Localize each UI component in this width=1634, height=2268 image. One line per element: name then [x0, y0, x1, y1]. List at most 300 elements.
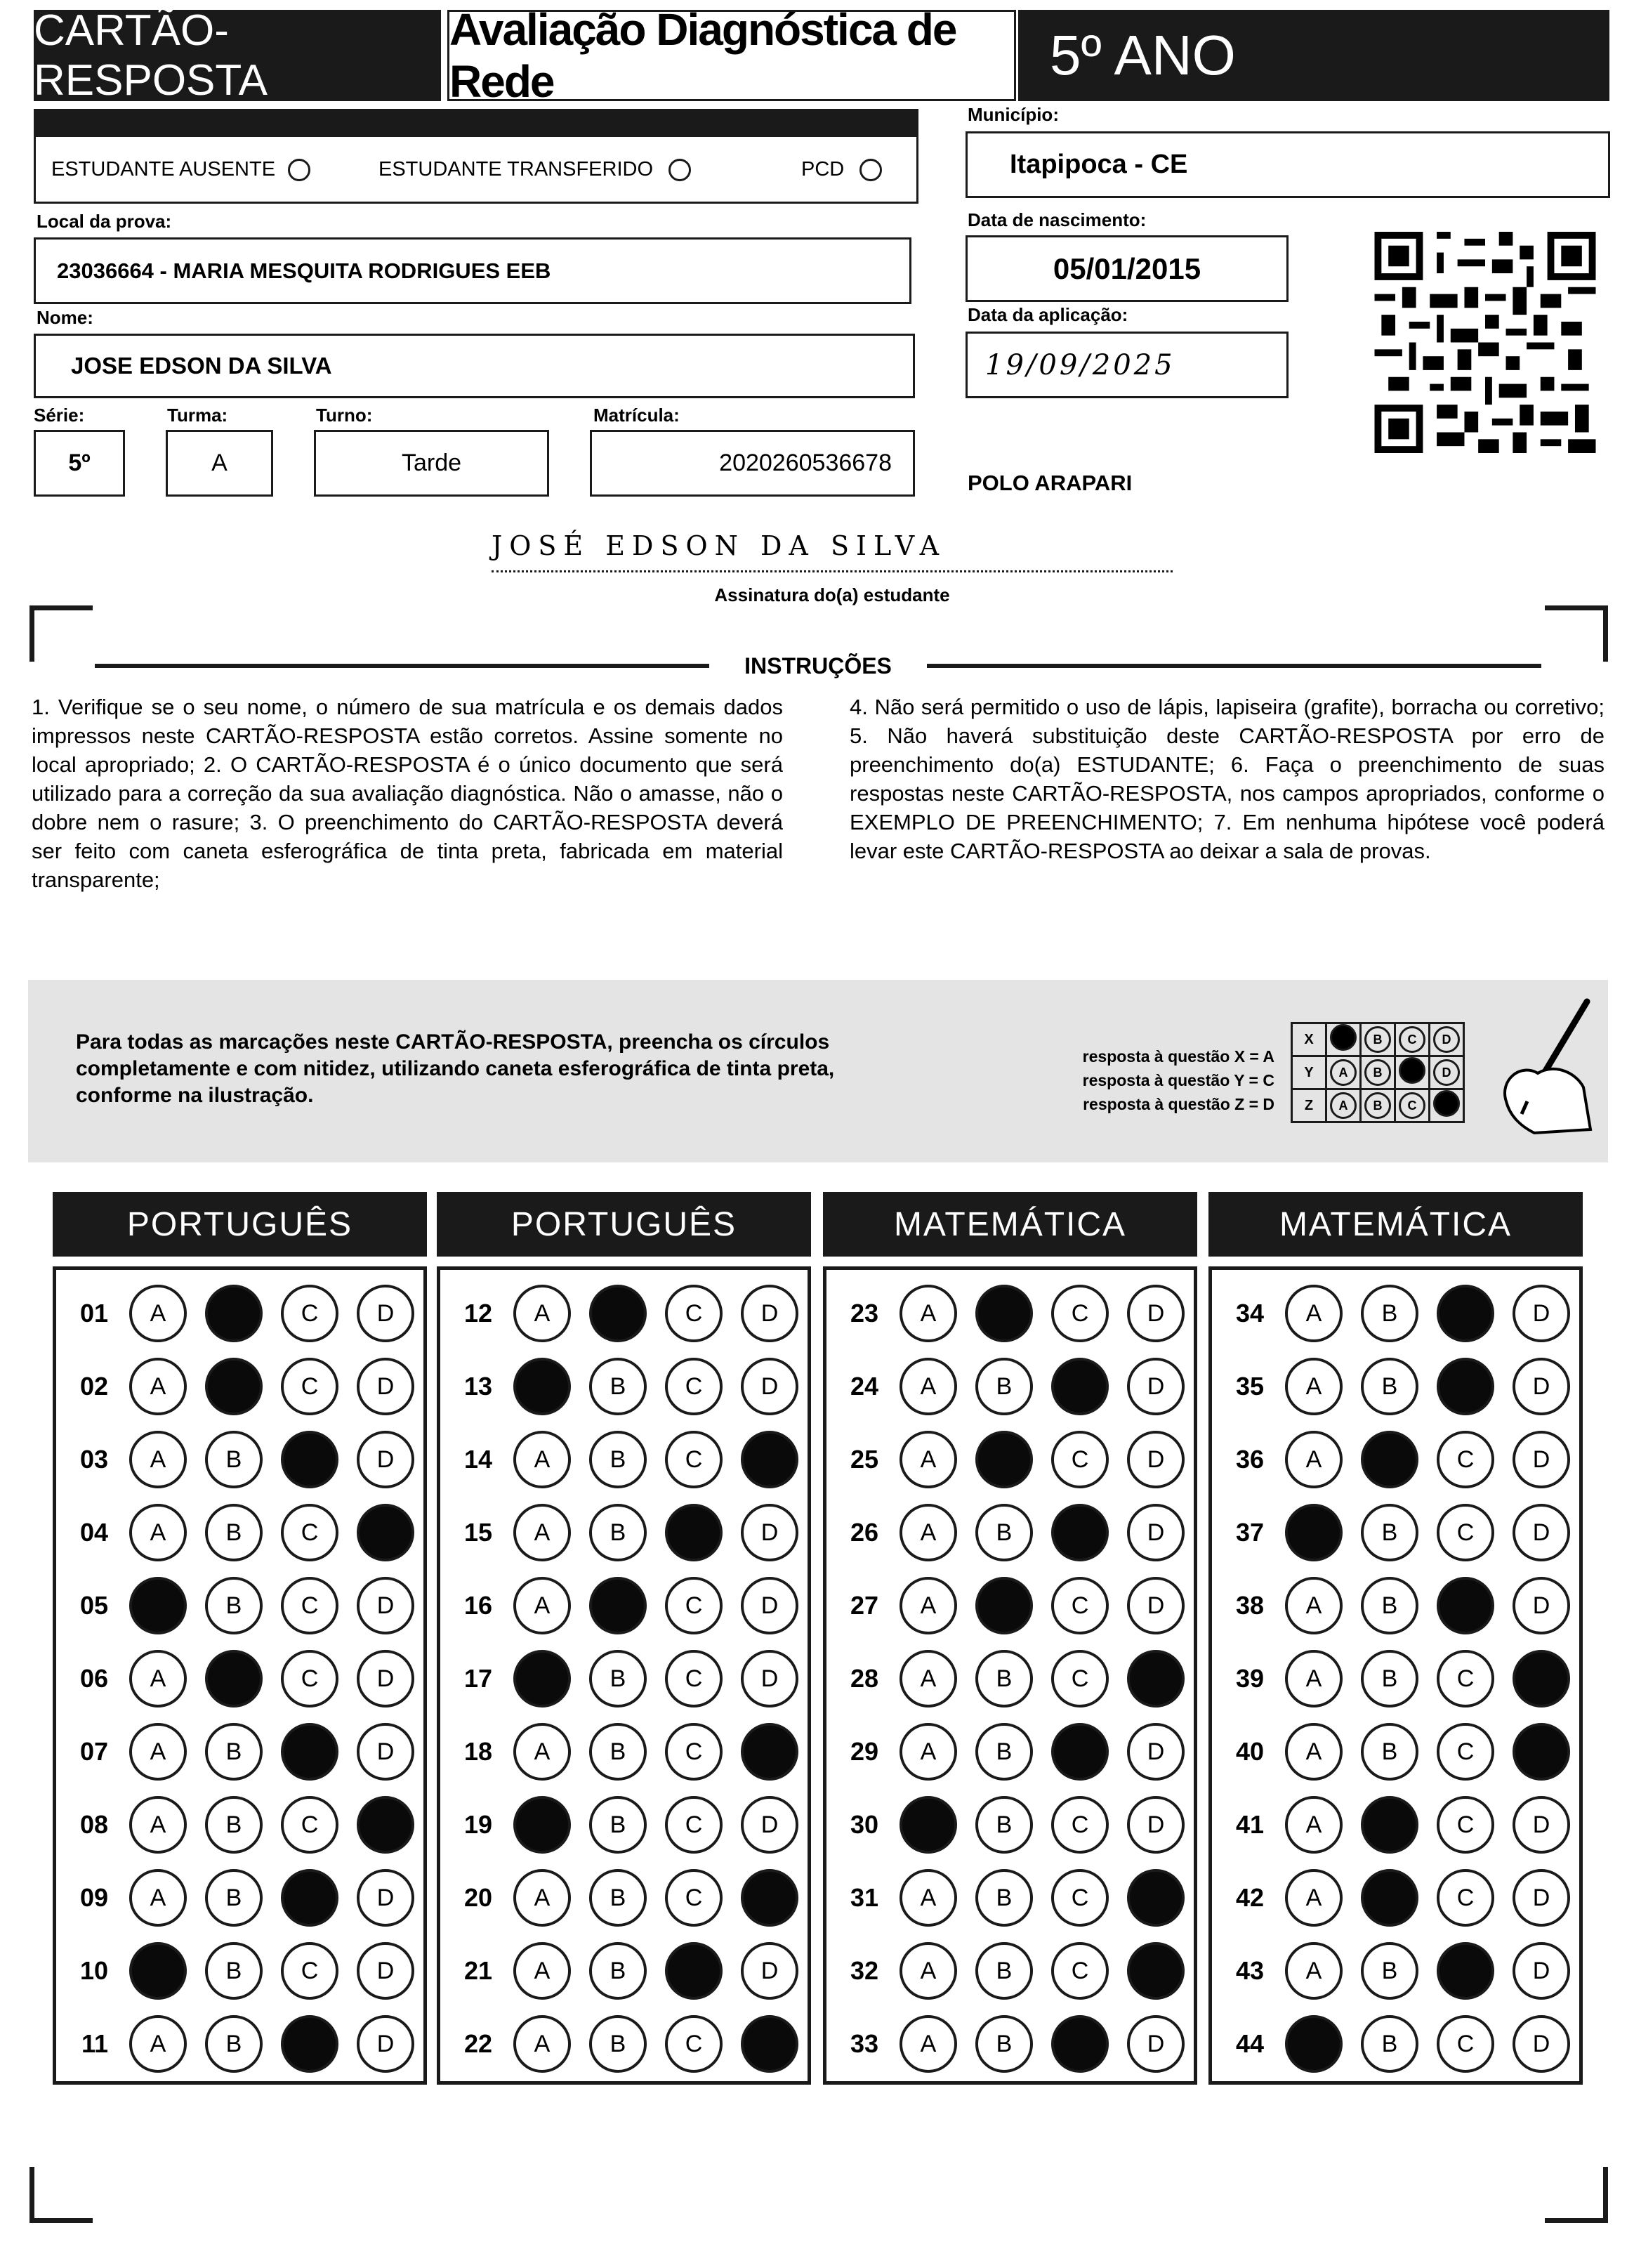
- question-row-44: [1212, 2007, 1579, 2080]
- answer-bubble-03-c[interactable]: C: [281, 1431, 338, 1488]
- answer-bubble-27-a[interactable]: A: [900, 1577, 957, 1634]
- answer-bubble-02-d[interactable]: D: [357, 1358, 414, 1415]
- answer-bubble-35-c[interactable]: C: [1437, 1358, 1494, 1415]
- answer-bubble-34-c[interactable]: C: [1437, 1285, 1494, 1342]
- serie-label: Série:: [34, 405, 85, 426]
- status-pcd-bubble[interactable]: [859, 159, 882, 181]
- answer-bubble-15-d[interactable]: D: [741, 1504, 798, 1561]
- answer-bubble-14-b[interactable]: B: [589, 1431, 647, 1488]
- answer-bubble-18-a[interactable]: A: [513, 1723, 571, 1781]
- answer-bubble-20-a[interactable]: A: [513, 1869, 571, 1927]
- answer-bubble-16-b[interactable]: B: [589, 1577, 647, 1634]
- answer-bubble-25-b[interactable]: B: [975, 1431, 1033, 1488]
- answer-bubble-36-c[interactable]: C: [1437, 1431, 1494, 1488]
- question-number: 42: [1235, 1883, 1264, 1912]
- answer-bubble-44-b[interactable]: B: [1361, 2015, 1418, 2073]
- serie-field: [34, 430, 125, 497]
- answer-bubble-38-c[interactable]: C: [1437, 1577, 1494, 1634]
- answer-bubble-05-b[interactable]: B: [205, 1577, 263, 1634]
- answer-bubble-36-b[interactable]: B: [1361, 1431, 1418, 1488]
- answer-bubble-19-b[interactable]: B: [589, 1796, 647, 1854]
- answer-bubble-12-b[interactable]: B: [589, 1285, 647, 1342]
- answer-bubble-29-a[interactable]: A: [900, 1723, 957, 1781]
- example-q: Y: [1292, 1056, 1326, 1089]
- answer-bubble-08-d[interactable]: D: [357, 1796, 414, 1854]
- answer-grid-2: [437, 1266, 811, 2085]
- question-number: 30: [850, 1810, 878, 1839]
- answer-bubble-35-b[interactable]: B: [1361, 1358, 1418, 1415]
- answer-bubble-08-b[interactable]: B: [205, 1796, 263, 1854]
- question-number: 21: [463, 1956, 492, 1985]
- question-number: 07: [79, 1737, 108, 1766]
- answer-bubble-36-a[interactable]: A: [1285, 1431, 1343, 1488]
- answer-bubble-30-c[interactable]: C: [1051, 1796, 1109, 1854]
- answer-bubble-11-a[interactable]: A: [129, 2015, 187, 2073]
- matricula-field: [590, 430, 915, 497]
- answer-bubble-10-c[interactable]: C: [281, 1942, 338, 2000]
- example-cell: [1326, 1056, 1361, 1089]
- example-cell: [1395, 1056, 1430, 1089]
- answer-bubble-08-a[interactable]: A: [129, 1796, 187, 1854]
- question-row-25: [826, 1423, 1194, 1496]
- question-row-38: [1212, 1569, 1579, 1642]
- answer-bubble-11-c[interactable]: C: [281, 2015, 338, 2073]
- answer-bubble-26-c[interactable]: C: [1051, 1504, 1109, 1561]
- example-bubble: [1399, 1057, 1425, 1084]
- question-number: 18: [463, 1737, 492, 1766]
- answer-bubble-13-d[interactable]: D: [741, 1358, 798, 1415]
- status-header-bar: [34, 109, 918, 137]
- question-row-11: [56, 2007, 423, 2080]
- question-row-20: [440, 1861, 808, 1934]
- example-text: Para todas as marcações neste CARTÃO-RESPOSTA, preencha os círculos completamente e com nitidez, utilizando caneta esferográfica de tinta preta, conforme na ilustração.: [76, 1030, 835, 1107]
- answer-bubble-37-c[interactable]: C: [1437, 1504, 1494, 1561]
- answer-bubble-30-d[interactable]: D: [1127, 1796, 1185, 1854]
- answer-bubble-22-d[interactable]: D: [741, 2015, 798, 2073]
- example-row: [1292, 1056, 1464, 1089]
- question-row-33: [826, 2007, 1194, 2080]
- answer-bubble-32-a[interactable]: A: [900, 1942, 957, 2000]
- nascimento-value: 05/01/2015: [1053, 251, 1201, 285]
- question-number: 33: [850, 2029, 878, 2058]
- answer-bubble-01-d[interactable]: D: [357, 1285, 414, 1342]
- answer-bubble-25-c[interactable]: C: [1051, 1431, 1109, 1488]
- example-bubble: [1330, 1024, 1357, 1051]
- example-cell: [1395, 1089, 1430, 1122]
- status-absent-bubble[interactable]: [288, 159, 310, 181]
- corner-top-left: [29, 605, 93, 662]
- example-table: [1291, 1022, 1465, 1123]
- answer-bubble-04-a[interactable]: A: [129, 1504, 187, 1561]
- subject-header-3: MATEMÁTICA: [823, 1192, 1197, 1257]
- answer-bubble-42-a[interactable]: A: [1285, 1869, 1343, 1927]
- question-number: 10: [79, 1956, 108, 1985]
- answer-bubble-44-d[interactable]: D: [1513, 2015, 1570, 2073]
- answer-bubble-11-d[interactable]: D: [357, 2015, 414, 2073]
- instructions-rule-right: [927, 664, 1541, 668]
- answer-bubble-19-d[interactable]: D: [741, 1796, 798, 1854]
- answer-bubble-12-a[interactable]: A: [513, 1285, 571, 1342]
- answer-bubble-23-a[interactable]: A: [900, 1285, 957, 1342]
- answer-bubble-27-d[interactable]: D: [1127, 1577, 1185, 1634]
- card-title: CARTÃO-RESPOSTA: [34, 10, 441, 101]
- answer-bubble-38-b[interactable]: B: [1361, 1577, 1418, 1634]
- answer-bubble-23-c[interactable]: C: [1051, 1285, 1109, 1342]
- answer-bubble-04-c[interactable]: C: [281, 1504, 338, 1561]
- question-number: 26: [850, 1518, 878, 1547]
- question-row-19: [440, 1788, 808, 1861]
- answer-bubble-09-c[interactable]: C: [281, 1869, 338, 1927]
- answer-bubble-30-a[interactable]: A: [900, 1796, 957, 1854]
- answer-bubble-15-c[interactable]: C: [665, 1504, 723, 1561]
- answer-bubble-21-d[interactable]: D: [741, 1942, 798, 2000]
- question-row-23: [826, 1277, 1194, 1350]
- example-bubble: B: [1364, 1059, 1391, 1086]
- answer-bubble-05-c[interactable]: C: [281, 1577, 338, 1634]
- question-number: 06: [79, 1664, 108, 1693]
- answer-bubble-37-a[interactable]: A: [1285, 1504, 1343, 1561]
- question-number: 19: [463, 1810, 492, 1839]
- answer-bubble-11-b[interactable]: B: [205, 2015, 263, 2073]
- status-absent-label: ESTUDANTE AUSENTE: [51, 158, 276, 181]
- answer-bubble-44-c[interactable]: C: [1437, 2015, 1494, 2073]
- answer-bubble-24-c[interactable]: C: [1051, 1358, 1109, 1415]
- answer-bubble-17-d[interactable]: D: [741, 1650, 798, 1707]
- turma-field: [166, 430, 273, 497]
- answer-bubble-24-d[interactable]: D: [1127, 1358, 1185, 1415]
- answer-bubble-39-c[interactable]: C: [1437, 1650, 1494, 1707]
- answer-bubble-07-d[interactable]: D: [357, 1723, 414, 1781]
- turma-label: Turma:: [167, 405, 228, 426]
- answer-bubble-28-a[interactable]: A: [900, 1650, 957, 1707]
- answer-bubble-01-b[interactable]: B: [205, 1285, 263, 1342]
- answer-bubble-34-d[interactable]: D: [1513, 1285, 1570, 1342]
- aplicacao-value: 19/09/2025: [985, 348, 1175, 381]
- answer-bubble-29-b[interactable]: B: [975, 1723, 1033, 1781]
- answer-bubble-41-c[interactable]: C: [1437, 1796, 1494, 1854]
- answer-bubble-34-b[interactable]: B: [1361, 1285, 1418, 1342]
- subject-header-1: PORTUGUÊS: [53, 1192, 427, 1257]
- answer-bubble-16-a[interactable]: A: [513, 1577, 571, 1634]
- turno-label: Turno:: [316, 405, 373, 426]
- answer-bubble-18-c[interactable]: C: [665, 1723, 723, 1781]
- turno-field: [314, 430, 549, 497]
- question-number: 08: [79, 1810, 108, 1839]
- example-cell: [1430, 1089, 1464, 1122]
- answer-bubble-33-a[interactable]: A: [900, 2015, 957, 2073]
- question-row-04: [56, 1496, 423, 1569]
- answer-bubble-41-d[interactable]: D: [1513, 1796, 1570, 1854]
- example-bubble: D: [1433, 1026, 1460, 1053]
- turno-value: Tarde: [401, 450, 462, 476]
- example-cell: [1361, 1023, 1395, 1056]
- question-number: 39: [1235, 1664, 1264, 1693]
- answer-bubble-43-a[interactable]: A: [1285, 1942, 1343, 2000]
- question-row-28: [826, 1642, 1194, 1715]
- question-row-14: [440, 1423, 808, 1496]
- local-value: 23036664 - MARIA MESQUITA RODRIGUES EEB: [57, 258, 551, 283]
- answer-bubble-21-b[interactable]: B: [589, 1942, 647, 2000]
- question-row-24: [826, 1350, 1194, 1423]
- question-row-40: [1212, 1715, 1579, 1788]
- question-number: 04: [79, 1518, 108, 1547]
- answer-bubble-13-b[interactable]: B: [589, 1358, 647, 1415]
- answer-bubble-28-d[interactable]: D: [1127, 1650, 1185, 1707]
- answer-bubble-31-c[interactable]: C: [1051, 1869, 1109, 1927]
- question-row-02: [56, 1350, 423, 1423]
- question-row-18: [440, 1715, 808, 1788]
- answer-bubble-42-c[interactable]: C: [1437, 1869, 1494, 1927]
- example-cell: [1361, 1056, 1395, 1089]
- example-bubble: C: [1399, 1026, 1425, 1053]
- answer-bubble-06-d[interactable]: D: [357, 1650, 414, 1707]
- answer-bubble-41-a[interactable]: A: [1285, 1796, 1343, 1854]
- question-row-08: [56, 1788, 423, 1861]
- question-number: 36: [1235, 1445, 1264, 1474]
- answer-bubble-40-c[interactable]: C: [1437, 1723, 1494, 1781]
- answer-bubble-24-a[interactable]: A: [900, 1358, 957, 1415]
- answer-bubble-28-c[interactable]: C: [1051, 1650, 1109, 1707]
- answer-bubble-03-b[interactable]: B: [205, 1431, 263, 1488]
- answer-bubble-42-d[interactable]: D: [1513, 1869, 1570, 1927]
- question-row-37: [1212, 1496, 1579, 1569]
- answer-bubble-14-a[interactable]: A: [513, 1431, 571, 1488]
- answer-bubble-44-a[interactable]: A: [1285, 2015, 1343, 2073]
- answer-bubble-07-c[interactable]: C: [281, 1723, 338, 1781]
- answer-bubble-02-c[interactable]: C: [281, 1358, 338, 1415]
- answer-bubble-14-d[interactable]: D: [741, 1431, 798, 1488]
- answer-bubble-20-b[interactable]: B: [589, 1869, 647, 1927]
- question-number: 38: [1235, 1591, 1264, 1620]
- answer-bubble-38-d[interactable]: D: [1513, 1577, 1570, 1634]
- answer-bubble-21-c[interactable]: C: [665, 1942, 723, 2000]
- example-bubble: A: [1330, 1092, 1357, 1119]
- answer-bubble-16-c[interactable]: C: [665, 1577, 723, 1634]
- answer-bubble-12-d[interactable]: D: [741, 1285, 798, 1342]
- municipio-field: [966, 131, 1610, 198]
- answer-bubble-39-d[interactable]: D: [1513, 1650, 1570, 1707]
- answer-bubble-43-d[interactable]: D: [1513, 1942, 1570, 2000]
- question-number: 25: [850, 1445, 878, 1474]
- answer-bubble-17-a[interactable]: A: [513, 1650, 571, 1707]
- answer-bubble-10-b[interactable]: B: [205, 1942, 263, 2000]
- exam-title: Avaliação Diagnóstica de Rede: [447, 10, 1016, 101]
- answer-bubble-18-b[interactable]: B: [589, 1723, 647, 1781]
- question-row-27: [826, 1569, 1194, 1642]
- answer-bubble-06-c[interactable]: C: [281, 1650, 338, 1707]
- answer-bubble-20-d[interactable]: D: [741, 1869, 798, 1927]
- example-bubble: D: [1433, 1059, 1460, 1086]
- corner-bottom-right: [1545, 2167, 1608, 2223]
- answer-bubble-31-b[interactable]: B: [975, 1869, 1033, 1927]
- answer-bubble-17-c[interactable]: C: [665, 1650, 723, 1707]
- answer-bubble-12-c[interactable]: C: [665, 1285, 723, 1342]
- answer-bubble-26-b[interactable]: B: [975, 1504, 1033, 1561]
- question-row-31: [826, 1861, 1194, 1934]
- answer-bubble-15-a[interactable]: A: [513, 1504, 571, 1561]
- answer-bubble-01-c[interactable]: C: [281, 1285, 338, 1342]
- status-transferred[interactable]: [378, 158, 691, 181]
- status-options-box: [34, 137, 918, 204]
- answer-bubble-23-b[interactable]: B: [975, 1285, 1033, 1342]
- nome-label: Nome:: [37, 307, 93, 328]
- answer-bubble-02-a[interactable]: A: [129, 1358, 187, 1415]
- answer-bubble-38-a[interactable]: A: [1285, 1577, 1343, 1634]
- answer-bubble-25-a[interactable]: A: [900, 1431, 957, 1488]
- answer-bubble-24-b[interactable]: B: [975, 1358, 1033, 1415]
- answer-bubble-37-b[interactable]: B: [1361, 1504, 1418, 1561]
- question-row-22: [440, 2007, 808, 2080]
- answer-bubble-26-d[interactable]: D: [1127, 1504, 1185, 1561]
- answer-bubble-06-b[interactable]: B: [205, 1650, 263, 1707]
- answer-bubble-30-b[interactable]: B: [975, 1796, 1033, 1854]
- answer-bubble-22-c[interactable]: C: [665, 2015, 723, 2073]
- status-absent[interactable]: [51, 158, 310, 181]
- answer-bubble-41-b[interactable]: B: [1361, 1796, 1418, 1854]
- answer-bubble-16-d[interactable]: D: [741, 1577, 798, 1634]
- question-row-39: [1212, 1642, 1579, 1715]
- example-row: [1292, 1023, 1464, 1056]
- question-row-26: [826, 1496, 1194, 1569]
- question-number: 40: [1235, 1737, 1264, 1766]
- question-number: 13: [463, 1372, 492, 1401]
- answer-bubble-01-a[interactable]: A: [129, 1285, 187, 1342]
- answer-bubble-05-a[interactable]: A: [129, 1577, 187, 1634]
- answer-bubble-19-c[interactable]: C: [665, 1796, 723, 1854]
- answer-bubble-29-d[interactable]: D: [1127, 1723, 1185, 1781]
- answer-bubble-19-a[interactable]: A: [513, 1796, 571, 1854]
- signature-caption: Assinatura do(a) estudante: [714, 584, 950, 605]
- example-cell: [1361, 1089, 1395, 1122]
- answer-bubble-31-d[interactable]: D: [1127, 1869, 1185, 1927]
- answer-bubble-09-a[interactable]: A: [129, 1869, 187, 1927]
- answer-bubble-09-d[interactable]: D: [357, 1869, 414, 1927]
- answer-bubble-08-c[interactable]: C: [281, 1796, 338, 1854]
- answer-bubble-03-d[interactable]: D: [357, 1431, 414, 1488]
- example-bubble: C: [1399, 1092, 1425, 1119]
- question-number: 11: [81, 2029, 108, 2058]
- answer-bubble-22-b[interactable]: B: [589, 2015, 647, 2073]
- example-cell: [1395, 1023, 1430, 1056]
- answer-bubble-03-a[interactable]: A: [129, 1431, 187, 1488]
- question-row-15: [440, 1496, 808, 1569]
- answer-bubble-32-b[interactable]: B: [975, 1942, 1033, 2000]
- question-number: 02: [79, 1372, 108, 1401]
- answer-bubble-32-c[interactable]: C: [1051, 1942, 1109, 2000]
- answer-bubble-02-b[interactable]: B: [205, 1358, 263, 1415]
- answer-bubble-04-b[interactable]: B: [205, 1504, 263, 1561]
- example-legend-y: resposta à questão Y = C: [1082, 1071, 1274, 1089]
- question-row-41: [1212, 1788, 1579, 1861]
- answer-bubble-27-c[interactable]: C: [1051, 1577, 1109, 1634]
- answer-bubble-05-d[interactable]: D: [357, 1577, 414, 1634]
- aplicacao-field[interactable]: [966, 332, 1289, 398]
- answer-bubble-43-b[interactable]: B: [1361, 1942, 1418, 2000]
- answer-bubble-13-c[interactable]: C: [665, 1358, 723, 1415]
- municipio-value: Itapipoca - CE: [1010, 150, 1188, 179]
- hand-pen-icon: [1478, 996, 1597, 1136]
- question-row-05: [56, 1569, 423, 1642]
- answer-bubble-20-c[interactable]: C: [665, 1869, 723, 1927]
- answer-bubble-15-b[interactable]: B: [589, 1504, 647, 1561]
- local-label: Local da prova:: [37, 211, 172, 232]
- answer-bubble-27-b[interactable]: B: [975, 1577, 1033, 1634]
- question-row-06: [56, 1642, 423, 1715]
- question-row-16: [440, 1569, 808, 1642]
- question-row-01: [56, 1277, 423, 1350]
- qr-code: [1373, 232, 1597, 453]
- answer-bubble-09-b[interactable]: B: [205, 1869, 263, 1927]
- answer-bubble-40-a[interactable]: A: [1285, 1723, 1343, 1781]
- corner-bottom-left: [29, 2167, 93, 2223]
- answer-bubble-04-d[interactable]: D: [357, 1504, 414, 1561]
- answer-bubble-33-b[interactable]: B: [975, 2015, 1033, 2073]
- answer-bubble-35-d[interactable]: D: [1513, 1358, 1570, 1415]
- answer-bubble-33-c[interactable]: C: [1051, 2015, 1109, 2073]
- answer-bubble-39-b[interactable]: B: [1361, 1650, 1418, 1707]
- answer-bubble-31-a[interactable]: A: [900, 1869, 957, 1927]
- question-row-42: [1212, 1861, 1579, 1934]
- answer-bubble-28-b[interactable]: B: [975, 1650, 1033, 1707]
- answer-bubble-06-a[interactable]: A: [129, 1650, 187, 1707]
- question-number: 22: [463, 2029, 492, 2058]
- example-bubble: [1433, 1090, 1460, 1117]
- answer-bubble-13-a[interactable]: A: [513, 1358, 571, 1415]
- status-pcd[interactable]: [801, 158, 882, 181]
- answer-bubble-35-a[interactable]: A: [1285, 1358, 1343, 1415]
- answer-bubble-10-a[interactable]: A: [129, 1942, 187, 2000]
- answer-bubble-32-d[interactable]: D: [1127, 1942, 1185, 2000]
- answer-bubble-10-d[interactable]: D: [357, 1942, 414, 2000]
- question-number: 29: [850, 1737, 878, 1766]
- answer-bubble-34-a[interactable]: A: [1285, 1285, 1343, 1342]
- answer-bubble-22-a[interactable]: A: [513, 2015, 571, 2073]
- answer-bubble-33-d[interactable]: D: [1127, 2015, 1185, 2073]
- answer-bubble-36-d[interactable]: D: [1513, 1431, 1570, 1488]
- grade-title: 5º ANO: [1018, 10, 1609, 101]
- answer-bubble-26-a[interactable]: A: [900, 1504, 957, 1561]
- answer-bubble-29-c[interactable]: C: [1051, 1723, 1109, 1781]
- answer-bubble-40-b[interactable]: B: [1361, 1723, 1418, 1781]
- status-transferred-bubble[interactable]: [668, 159, 691, 181]
- question-number: 03: [79, 1445, 108, 1474]
- answer-bubble-25-d[interactable]: D: [1127, 1431, 1185, 1488]
- answer-bubble-42-b[interactable]: B: [1361, 1869, 1418, 1927]
- serie-value: 5º: [68, 450, 91, 476]
- answer-bubble-39-a[interactable]: A: [1285, 1650, 1343, 1707]
- answer-bubble-40-d[interactable]: D: [1513, 1723, 1570, 1781]
- question-number: 20: [463, 1883, 492, 1912]
- answer-bubble-43-c[interactable]: C: [1437, 1942, 1494, 2000]
- subject-header-2: PORTUGUÊS: [437, 1192, 811, 1257]
- answer-bubble-14-c[interactable]: C: [665, 1431, 723, 1488]
- answer-bubble-17-b[interactable]: B: [589, 1650, 647, 1707]
- answer-bubble-18-d[interactable]: D: [741, 1723, 798, 1781]
- turma-value: A: [211, 450, 228, 476]
- question-row-21: [440, 1934, 808, 2007]
- example-bubble: B: [1364, 1092, 1391, 1119]
- answer-bubble-07-a[interactable]: A: [129, 1723, 187, 1781]
- nascimento-field: [966, 235, 1289, 302]
- answer-bubble-37-d[interactable]: D: [1513, 1504, 1570, 1561]
- answer-bubble-21-a[interactable]: A: [513, 1942, 571, 2000]
- answer-bubble-23-d[interactable]: D: [1127, 1285, 1185, 1342]
- question-row-07: [56, 1715, 423, 1788]
- question-row-03: [56, 1423, 423, 1496]
- question-number: 15: [463, 1518, 492, 1547]
- answer-bubble-07-b[interactable]: B: [205, 1723, 263, 1781]
- question-row-29: [826, 1715, 1194, 1788]
